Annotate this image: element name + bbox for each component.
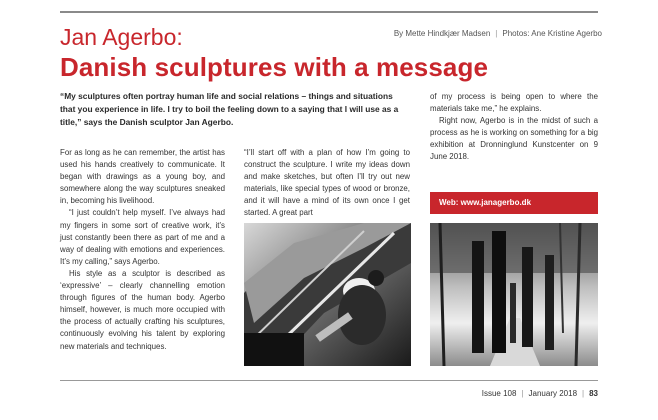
artist-name: Jan Agerbo: [60,24,183,50]
sculptures-photo-graphic [430,223,598,366]
byline-author: By Mette Hindkjær Madsen [393,29,491,38]
issue-date: January 2018 [528,389,578,398]
page-number: 83 [589,389,598,398]
byline-separator: | [495,29,498,38]
paragraph: “I’ll start off with a plan of how I’m going to construct the sculpture. I write my ideas down and make sketches, but often I’ll try out new materials, like special types of wood or bronze, and it will have a mind of its own once I get started. A great part [244,148,410,218]
paragraph: His style as a sculptor is described as ‘expressive’ – clearly channelling emotion through figures of the human body. Agerbo himself, however, is much more occupied with the process of actually crafting his sculptures, continuously evolving his talent by exploring new materials and techniques. [60,268,225,351]
headline: Danish sculptures with a message [60,52,489,82]
lead-paragraph: “My sculptures often portray human life and social relations – things and situations that you experience in life. I try to boil the feeling down to a saying that I will use as a title,” says the Danish sculptor Jan Agerbo. [60,91,399,127]
website-link[interactable]: Web: www.janagerbo.dk [430,192,598,214]
byline-photos: Photos: Ane Kristine Agerbo [502,29,602,38]
paragraph: For as long as he can remember, the artist has used his hands creatively to communicate. It began with drawings as a young boy, and somewhere along the way sculptures sneaked in, becoming his livelihood. [60,148,225,206]
column-1 [60,147,225,353]
column-3 [430,91,598,164]
top-rule [60,11,598,13]
issue-number: Issue 108 [481,389,517,398]
paragraph: Right now, Agerbo is in the midst of such a process as he is working on something for a big exhibition at Dronninglund Kunstcenter on 9 June 2018. [430,116,598,162]
footer [482,389,598,398]
sculptor-photo-graphic [244,223,411,366]
column-2 [244,147,410,220]
paragraph: “I just couldn’t help myself. I’ve always had my fingers in some sort of creative work, it’s just constantly been there as part of me and a way of dealing with emotions and experiences. It’s my calling,” says Agerbo. [60,208,225,266]
byline [394,29,602,38]
footer-separator: | [582,389,585,398]
photo-sculptor-at-work [244,223,411,366]
footer-rule [60,380,598,381]
footer-separator: | [521,389,524,398]
photo-wooden-sculptures [430,223,598,366]
paragraph: of my process is being open to where the materials take me,” he explains. [430,92,598,114]
